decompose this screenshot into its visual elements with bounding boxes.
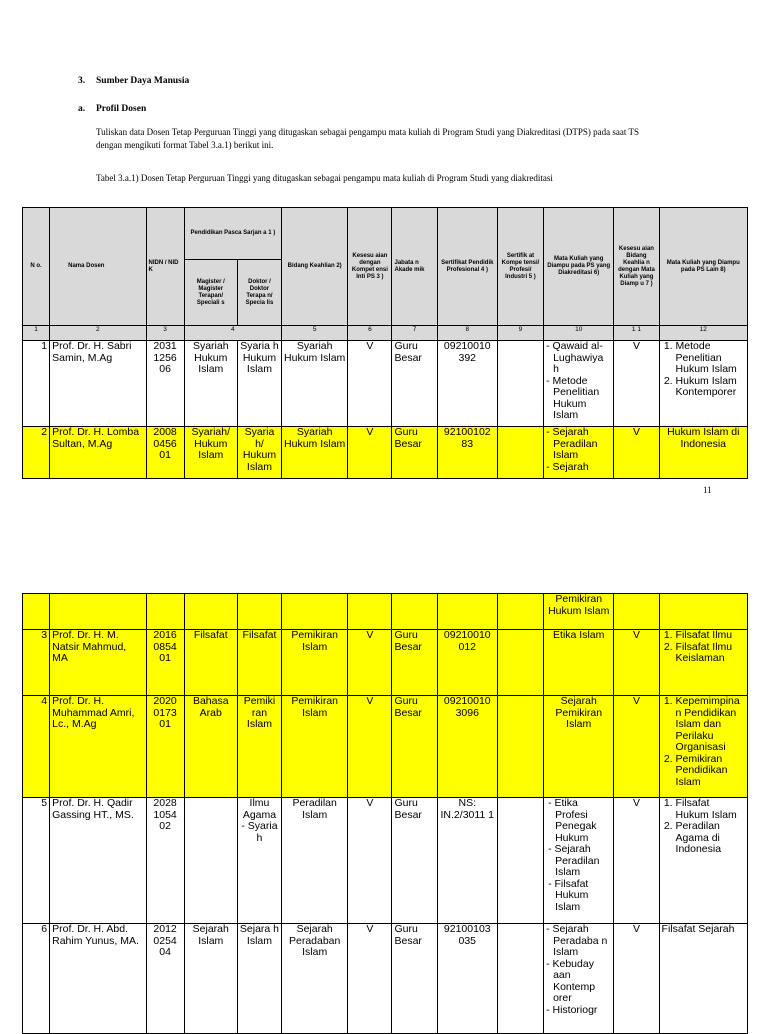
section-number: 3. [78,76,86,86]
cell-nama: Prof. Dr. H. M. Natsir Mahmud, MA [50,630,146,696]
cell-doktor: Pemiki ran Islam [237,696,281,798]
index-cell: 1 [23,326,50,341]
cell-bidang: Pemikiran Islam [282,630,348,696]
index-cell: 8 [437,326,497,341]
cell-no: 3 [23,630,50,696]
list-item: - Etika Profesi Penegak Hukum [548,797,597,844]
cell-jabatan: Guru Besar [392,630,437,696]
cell-sertifikat: 92100102 83 [437,427,497,479]
cell-nama: Prof. Dr. H. Abd. Rahim Yunus, MA. [50,924,146,1034]
subsection-letter: a. [78,104,86,114]
header-nama: Nama Dosen [50,208,146,326]
cell-sertifikat: 09210010 3096 [437,696,497,798]
index-cell: 9 [497,326,543,341]
header-no: N o. [23,208,50,326]
cell-mk-lain: Filsafat Sejarah [659,924,747,1034]
cell-kesesuaian: V [348,630,392,696]
table-caption: Tabel 3.a.1) Dosen Tetap Perguruan Tinggi yang ditugaskan sebagai pengampu mata kuliah di Program Studi yang diakreditasi [96,173,553,183]
list-item: - Sejarah [546,460,589,473]
index-cell: 5 [282,326,348,341]
list-item: 1. Metode Penelitian Hukum Islam [676,341,745,376]
cell-jabatan: Guru Besar [392,924,437,1034]
cell-kesesuaian-mk: V [614,798,659,924]
list-item: - Filsafat Hukum Islam [548,877,589,913]
cell-jabatan: Guru Besar [392,341,437,427]
index-cell: 4 [184,326,281,341]
list-item: - Kebuday aan Kontemp orer [546,957,596,1004]
column-index-row [23,326,748,341]
cell-nidn: 2028 1054 02 [146,798,184,924]
cell-doktor: Filsafat [237,630,281,696]
header-magister: Magister / Magister Terapan/ Speciali s [184,260,237,326]
cell-kompetensi [497,427,543,479]
cell-magister: Sejarah Islam [184,924,237,1034]
cell-mk-ps [544,798,614,924]
cell-doktor: Syaria h Hukum Islam [237,341,281,427]
cell-magister: Filsafat [184,630,237,696]
cell-jabatan: Guru Besar [392,427,437,479]
cell-mk-ps: Etika Islam [544,630,614,696]
cell-kompetensi [497,924,543,1034]
index-cell: 12 [659,326,747,341]
cell-bidang: Syariah Hukum Islam [282,341,348,427]
cell-nidn: 2016 0854 01 [146,630,184,696]
cell-kesesuaian: V [348,798,392,924]
cell-kesesuaian-mk: V [614,924,659,1034]
cell-jabatan: Guru Besar [392,696,437,798]
index-cell: 3 [146,326,184,341]
cell-bidang: Pemikiran Islam [282,696,348,798]
cell-nama: Prof. Dr. H. Qadir Gassing HT., MS. [50,798,146,924]
list-item: 2. Hukum Islam Kontemporer [676,376,745,399]
cell-no: 6 [23,924,50,1034]
index-cell: 10 [544,326,614,341]
cell-mk-lain: Hukum Islam di Indonesia [659,427,747,479]
header-doktor: Doktor / Doktor Terapa n/ Specia lis [237,260,281,326]
table-row [23,924,748,1034]
list-item: - Metode Penelitian Hukum Islam [546,374,600,421]
index-cell: 7 [392,326,437,341]
dosen-table-page1 [22,207,748,479]
section-heading [78,76,189,86]
index-cell: 2 [50,326,146,341]
header-kesesuaian: Kesesu aian dengan Kompet ensi Inti PS 3 ) [348,208,392,326]
cell-no: 4 [23,696,50,798]
cell-kesesuaian: V [348,924,392,1034]
cell-bidang: Sejarah Peradaban Islam [282,924,348,1034]
header-nidn: NIDN / NID K [146,208,184,326]
list-item: 1. Filsafat Hukum Islam [676,798,745,821]
table-row [23,341,748,427]
dosen-table-page2 [22,593,748,1034]
cell-kesesuaian-mk: V [614,630,659,696]
header-sertifikat-pendidik: Sertifikat Pendidik Profesional 4 ) [437,208,497,326]
cell-mk-ps-continued: Pemikiran Hukum Islam [544,594,614,630]
header-mk-ps: Mata Kuliah yang Diampu pada PS yang Diakreditasi 6) [544,208,614,326]
cell-magister [184,798,237,924]
index-cell: 1 1 [614,326,659,341]
list-item: 2. Pemikiran Pendidikan Islam [676,754,745,789]
cell-nama: Prof. Dr. H. Sabri Samin, M.Ag [50,341,146,427]
header-pendidikan: Pendidikan Pasca Sarjan a 1 ) [184,208,281,260]
cell-kesesuaian-mk: V [614,427,659,479]
list-item: - Sejarah Peradilan Islam [548,843,600,878]
cell-nidn: 2020 0173 01 [146,696,184,798]
cell-kesesuaian-mk: V [614,341,659,427]
cell-kesesuaian: V [348,696,392,798]
cell-magister: Syariah/ Hukum Islam [184,427,237,479]
table-row [23,630,748,696]
header-mk-lain: Mata Kuliah yang Diampu pada PS Lain 8) [659,208,747,326]
cell-mk-ps [544,341,614,427]
cell-nidn: 2031 1256 06 [146,341,184,427]
cell-kompetensi [497,630,543,696]
list-item: 1. Filsafat Ilmu [676,630,745,642]
cell-nidn: 2012 0254 04 [146,924,184,1034]
header-kesesuaian-mk: Kesesu aian Bidang Keahlia n dengan Mata Kuliah yang Diamp u 7 ) [614,208,659,326]
cell-bidang: Peradilan Islam [282,798,348,924]
cell-sertifikat: 09210010 392 [437,341,497,427]
cell-no: 1 [23,341,50,427]
cell-nidn: 2008 0456 01 [146,427,184,479]
list-item: - Sejarah Peradilan Islam [546,426,598,461]
cell-doktor: Ilmu Agama - Syaria h [237,798,281,924]
cell-no: 5 [23,798,50,924]
cell-sertifikat: NS: IN.2/3011 1 [437,798,497,924]
header-jabatan: Jabata n Akade mik [392,208,437,326]
header-bidang: Bidang Keahlian 2) [282,208,348,326]
cell-doktor: Syaria h/ Hukum Islam [237,427,281,479]
cell-nama: Prof. Dr. H. Lomba Sultan, M.Ag [50,427,146,479]
list-item: - Sejarah Peradaba n Islam [546,923,608,958]
cell-mk-lain [659,630,747,696]
cell-mk-lain [659,341,747,427]
table-row [23,427,748,479]
table-row [23,798,748,924]
subsection-title: Profil Dosen [96,104,147,114]
page-number: 11 [703,485,712,495]
cell-kompetensi [497,696,543,798]
cell-mk-ps [544,427,614,479]
cell-mk-ps: Sejarah Pemikiran Islam [544,696,614,798]
list-item: - Qawaid al-Lughawiya h [546,340,604,375]
cell-nama: Prof. Dr. H. Muhammad Amri, Lc., M.Ag [50,696,146,798]
list-item: - Historiogr [546,1003,598,1016]
cell-magister: Syariah Hukum Islam [184,341,237,427]
table-row [23,594,748,630]
cell-mk-ps [544,924,614,1034]
cell-mk-lain [659,696,747,798]
subsection-heading [78,104,146,114]
cell-jabatan: Guru Besar [392,798,437,924]
cell-doktor: Sejara h Islam [237,924,281,1034]
cell-sertifikat: 09210010 012 [437,630,497,696]
list-item: 2. Peradilan Agama di Indonesia [676,821,745,856]
cell-no: 2 [23,427,50,479]
instruction-paragraph: Tuliskan data Dosen Tetap Perguruan Tinggi yang ditugaskan sebagai pengampu mata kuliah di Program Studi yang Diakreditasi (DTPS) pada saat TS dengan mengikuti format Tabel 3.a.1) berikut ini. [96,127,639,150]
cell-kompetensi [497,341,543,427]
cell-kesesuaian: V [348,427,392,479]
section-title: Sumber Daya Manusia [96,76,190,86]
cell-magister: Bahasa Arab [184,696,237,798]
cell-kesesuaian: V [348,341,392,427]
table-row [23,696,748,798]
cell-kesesuaian-mk: V [614,696,659,798]
header-sertifikat-kompetensi: Sertifik at Kompe tensi/ Profesi/ Industri 5 ) [497,208,543,326]
list-item: 2. Filsafat Ilmu Keislaman [676,642,745,665]
index-cell: 6 [348,326,392,341]
cell-kompetensi [497,798,543,924]
cell-sertifikat: 92100103 035 [437,924,497,1034]
cell-bidang: Syariah Hukum Islam [282,427,348,479]
list-item: 1. Kepemimpina n Pendidikan Islam dan Perilaku Organisasi [676,696,745,754]
cell-mk-lain [659,798,747,924]
